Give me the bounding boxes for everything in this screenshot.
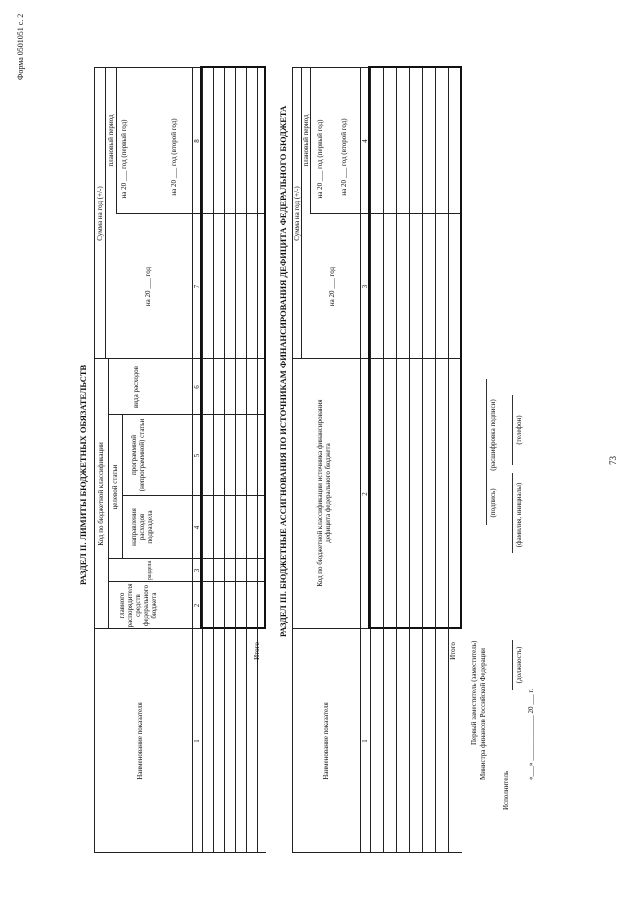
s2-header-vid: вида расходов: [132, 366, 140, 408]
s2-col-num: 8: [193, 139, 201, 143]
table-row-line: [213, 68, 214, 853]
s2-header-podrazdel: подраздела: [146, 510, 154, 544]
s2-header-year2: на 20 ___ год (второй год): [170, 118, 178, 196]
s2-header-year: на 20 ___ год: [144, 266, 152, 307]
executor-phone-caption: (телефон): [515, 415, 523, 445]
s2-header-napravl: направления расходов: [130, 508, 146, 546]
signature-decode-field[interactable]: [486, 379, 487, 499]
section2-table: [94, 68, 266, 853]
s3-total-label: Итого: [449, 642, 457, 660]
s2-col-num: 2: [193, 603, 201, 608]
s3-col-num: 4: [361, 139, 369, 143]
signer-title-line1: Первый заместитель (заместитель): [470, 640, 478, 745]
s3-header-sum: Сумма на год (+/-): [293, 186, 301, 241]
s2-header-name: Наименование показателя: [136, 702, 144, 780]
executor-label: Исполнитель: [502, 770, 510, 810]
s2-header-target: целевой статьи: [111, 464, 119, 510]
s3-header-year: на 20 ___ год: [328, 266, 336, 307]
s3-header-code: Код по бюджетной классификации источника финансирования дефицита федерального бюджета: [316, 399, 332, 587]
table-row-line: [383, 68, 384, 853]
s3-col-num: 2: [361, 492, 369, 496]
s2-header-glav: главного распорядителя средств федерального бюджета: [118, 583, 158, 628]
executor-position-caption: (должность): [515, 646, 523, 684]
table-row-line: [448, 68, 449, 853]
signature-caption: (подпись): [489, 488, 497, 518]
s2-header-year1: на 20 ___ год (первый год): [120, 119, 128, 199]
table-row-line: [246, 68, 247, 853]
s3-col-num: 1: [361, 739, 369, 743]
table-row-line: [235, 68, 236, 853]
date-line: «___» _____________ 20 ___ г.: [527, 688, 535, 780]
table-row-line: [396, 68, 397, 853]
table-row-line: [409, 68, 410, 853]
s3-header-name: Наименование показателя: [322, 702, 330, 780]
form-reference: Форма 0501051 с. 2: [16, 13, 25, 80]
s2-header-sum: Сумма на год (+/-): [96, 186, 104, 241]
executor-position-field[interactable]: [512, 640, 513, 690]
section2-title: РАЗДЕЛ II. ЛИМИТЫ БЮДЖЕТНЫХ ОБЯЗАТЕЛЬСТВ: [78, 364, 88, 585]
table-row-line: [224, 68, 225, 853]
s2-col-num: 7: [193, 284, 201, 289]
s3-header-plan: плановый период: [302, 114, 310, 167]
executor-fio-caption: (фамилия, инициалы): [515, 482, 523, 548]
section3-table: [292, 68, 462, 853]
signer-title-line2: Министра финансов Российской Федерации: [479, 648, 487, 780]
s2-total-label: Итого: [253, 642, 261, 660]
table-row-line: [422, 68, 423, 853]
s3-col-num: 3: [361, 284, 369, 289]
executor-fio-field[interactable]: [512, 473, 513, 553]
s2-col-num: 6: [193, 385, 201, 389]
s2-header-program: программной (непрограммной) статьи: [130, 418, 146, 492]
s3-header-year2: на 20 ___ год (второй год): [340, 118, 348, 196]
s2-col-num: 3: [193, 568, 201, 573]
table-row-line: [435, 68, 436, 853]
table-row-line: [257, 68, 258, 853]
signature-decode-caption: (расшифровка подписи): [489, 399, 497, 471]
s2-col-num: 5: [193, 453, 201, 458]
page-number: 73: [608, 456, 618, 465]
s2-header-plan: плановый период: [107, 114, 115, 167]
section3-title: РАЗДЕЛ III. БЮДЖЕТНЫЕ АССИГНОВАНИЯ ПО ИСТОЧНИКАМ ФИНАНСИРОВАНИЯ ДЕФИЦИТА ФЕДЕРАЛЬНОГО БЮДЖЕТА: [278, 105, 288, 637]
s2-col-num: 4: [193, 525, 201, 530]
s3-header-year1: на 20 ___ год (первый год): [316, 119, 324, 199]
s2-header-razdel: раздела: [147, 560, 153, 581]
s2-header-code: Код по бюджетной классификации: [97, 442, 105, 546]
executor-phone-field[interactable]: [512, 395, 513, 465]
s2-col-num: 1: [193, 739, 201, 743]
